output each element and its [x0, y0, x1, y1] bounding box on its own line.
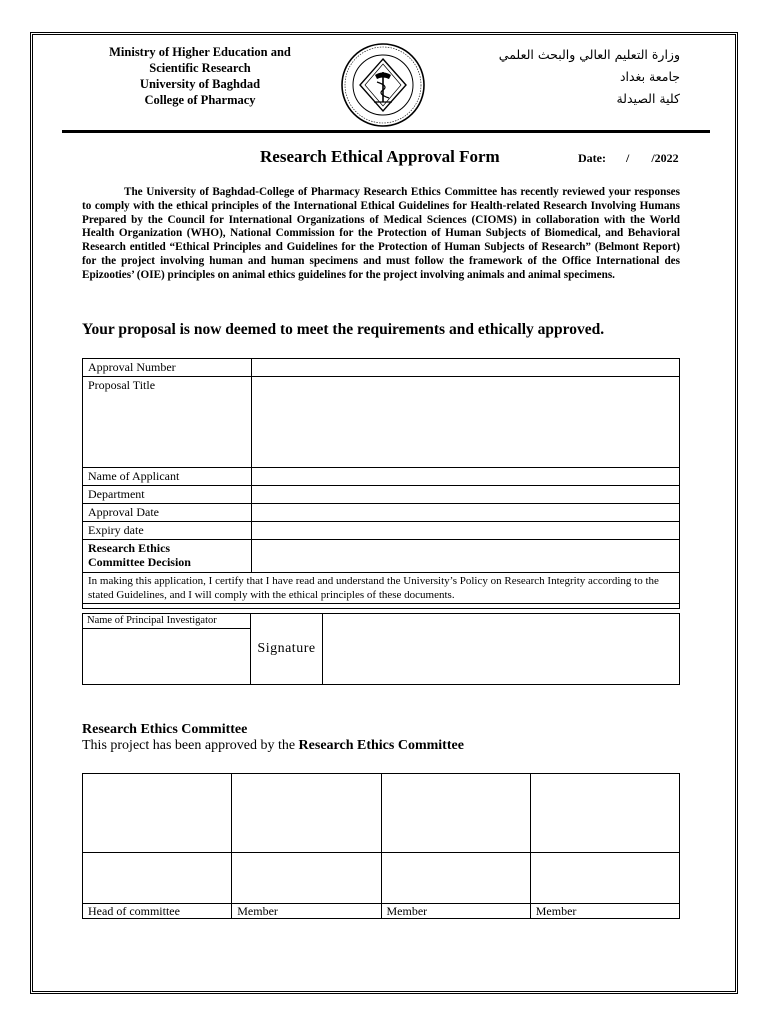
signature-table	[82, 613, 680, 685]
table-row	[83, 377, 680, 468]
date-year: /2022	[651, 151, 679, 165]
committee-cell[interactable]	[83, 853, 232, 904]
department-field[interactable]	[252, 486, 680, 504]
pi-name-field[interactable]	[83, 629, 251, 685]
table-row	[83, 774, 680, 853]
table-row	[83, 522, 680, 540]
header-arabic-ministry: وزارة التعليم العالي والبحث العلمي	[498, 47, 680, 62]
table-row	[83, 904, 680, 919]
table-row	[83, 468, 680, 486]
committee-heading: Research Ethics Committee	[82, 722, 248, 737]
approval-details-table	[82, 358, 680, 609]
date-label: Date:	[578, 151, 606, 165]
header-university: University of Baghdad	[139, 77, 261, 91]
header-ministry-line1: Ministry of Higher Education and	[109, 45, 291, 59]
header-arabic-college: كلية الصيدلة	[616, 91, 680, 106]
proposal-title-field[interactable]	[252, 377, 680, 468]
committee-decision-field[interactable]	[252, 540, 680, 573]
signature-field[interactable]	[323, 614, 680, 685]
member-label: Member	[381, 904, 530, 919]
table-row	[83, 853, 680, 904]
approval-date-field[interactable]	[252, 504, 680, 522]
committee-approval-text	[82, 738, 464, 754]
table-row	[83, 504, 680, 522]
header-divider	[62, 130, 710, 133]
table-row	[83, 359, 680, 377]
member-label: Member	[232, 904, 381, 919]
header-college: College of Pharmacy	[144, 93, 256, 107]
table-row	[83, 614, 680, 629]
table-row	[83, 573, 680, 604]
header-arabic-university: جامعة بغداد	[619, 69, 680, 84]
form-date	[578, 151, 679, 166]
header-ministry-line2: Scientific Research	[149, 61, 251, 75]
committee-cell[interactable]	[381, 853, 530, 904]
committee-approval-text-prefix: This project has been approved by the	[82, 738, 299, 753]
form-title: Research Ethical Approval Form	[260, 147, 500, 166]
approval-statement: Your proposal is now deemed to meet the requirements and ethically approved.	[82, 321, 605, 338]
expiry-date-label: Expiry date	[83, 522, 252, 540]
header-english	[90, 44, 310, 108]
signature-label: Signature	[251, 614, 323, 685]
committee-signatures-table	[82, 773, 680, 919]
pi-name-label: Name of Principal Investigator	[83, 614, 251, 629]
committee-decision-label	[83, 540, 252, 573]
committee-cell[interactable]	[83, 774, 232, 853]
committee-cell[interactable]	[381, 774, 530, 853]
member-label: Member	[530, 904, 679, 919]
committee-cell[interactable]	[232, 774, 381, 853]
expiry-date-field[interactable]	[252, 522, 680, 540]
approval-date-label: Approval Date	[83, 504, 252, 522]
table-row	[83, 604, 680, 609]
header-arabic	[480, 44, 680, 110]
committee-approval-text-bold: Research Ethics Committee	[298, 738, 464, 753]
university-seal-icon	[340, 42, 426, 128]
proposal-title-label: Proposal Title	[83, 377, 252, 468]
committee-decision-label-line1: Research Ethics	[88, 541, 171, 555]
date-separator: /	[625, 151, 630, 165]
approval-number-label: Approval Number	[83, 359, 252, 377]
approval-number-field[interactable]	[252, 359, 680, 377]
table-row	[83, 540, 680, 573]
committee-decision-label-line2: Committee Decision	[88, 555, 191, 569]
committee-cell[interactable]	[530, 774, 679, 853]
committee-cell[interactable]	[232, 853, 381, 904]
certification-statement: In making this application, I certify that I have read and understand the University’s Policy on Research Integrity according to the stated Guidelines, and I will comply with the ethical principles of these documents.	[83, 573, 680, 604]
spacer-cell	[83, 604, 680, 609]
department-label: Department	[83, 486, 252, 504]
applicant-name-field[interactable]	[252, 468, 680, 486]
intro-paragraph: The University of Baghdad-College of Pharmacy Research Ethics Committee has recently reviewed your responses to comply with the ethical principles of the International Ethical Guidelines for Health-related Research Involving Humans Prepared by the Council for International Organizations of Medical Sciences (CIOMS) in collaboration with the World Health Organization (WHO), National Commission for the Protection of Human Subjects of Biomedical, and Behavioral Research entitled “Ethical Principles and Guidelines for the Protection of Human Subjects of Research” (Belmont Report) for the project involving human and human specimens and must follow the framework of the Office International des Epizooties’ (OIE) principles on animal ethics guidelines for the project involving animals and animal specimens.	[82, 186, 680, 281]
head-of-committee-label: Head of committee	[83, 904, 232, 919]
committee-cell[interactable]	[530, 853, 679, 904]
table-row	[83, 486, 680, 504]
applicant-name-label: Name of Applicant	[83, 468, 252, 486]
